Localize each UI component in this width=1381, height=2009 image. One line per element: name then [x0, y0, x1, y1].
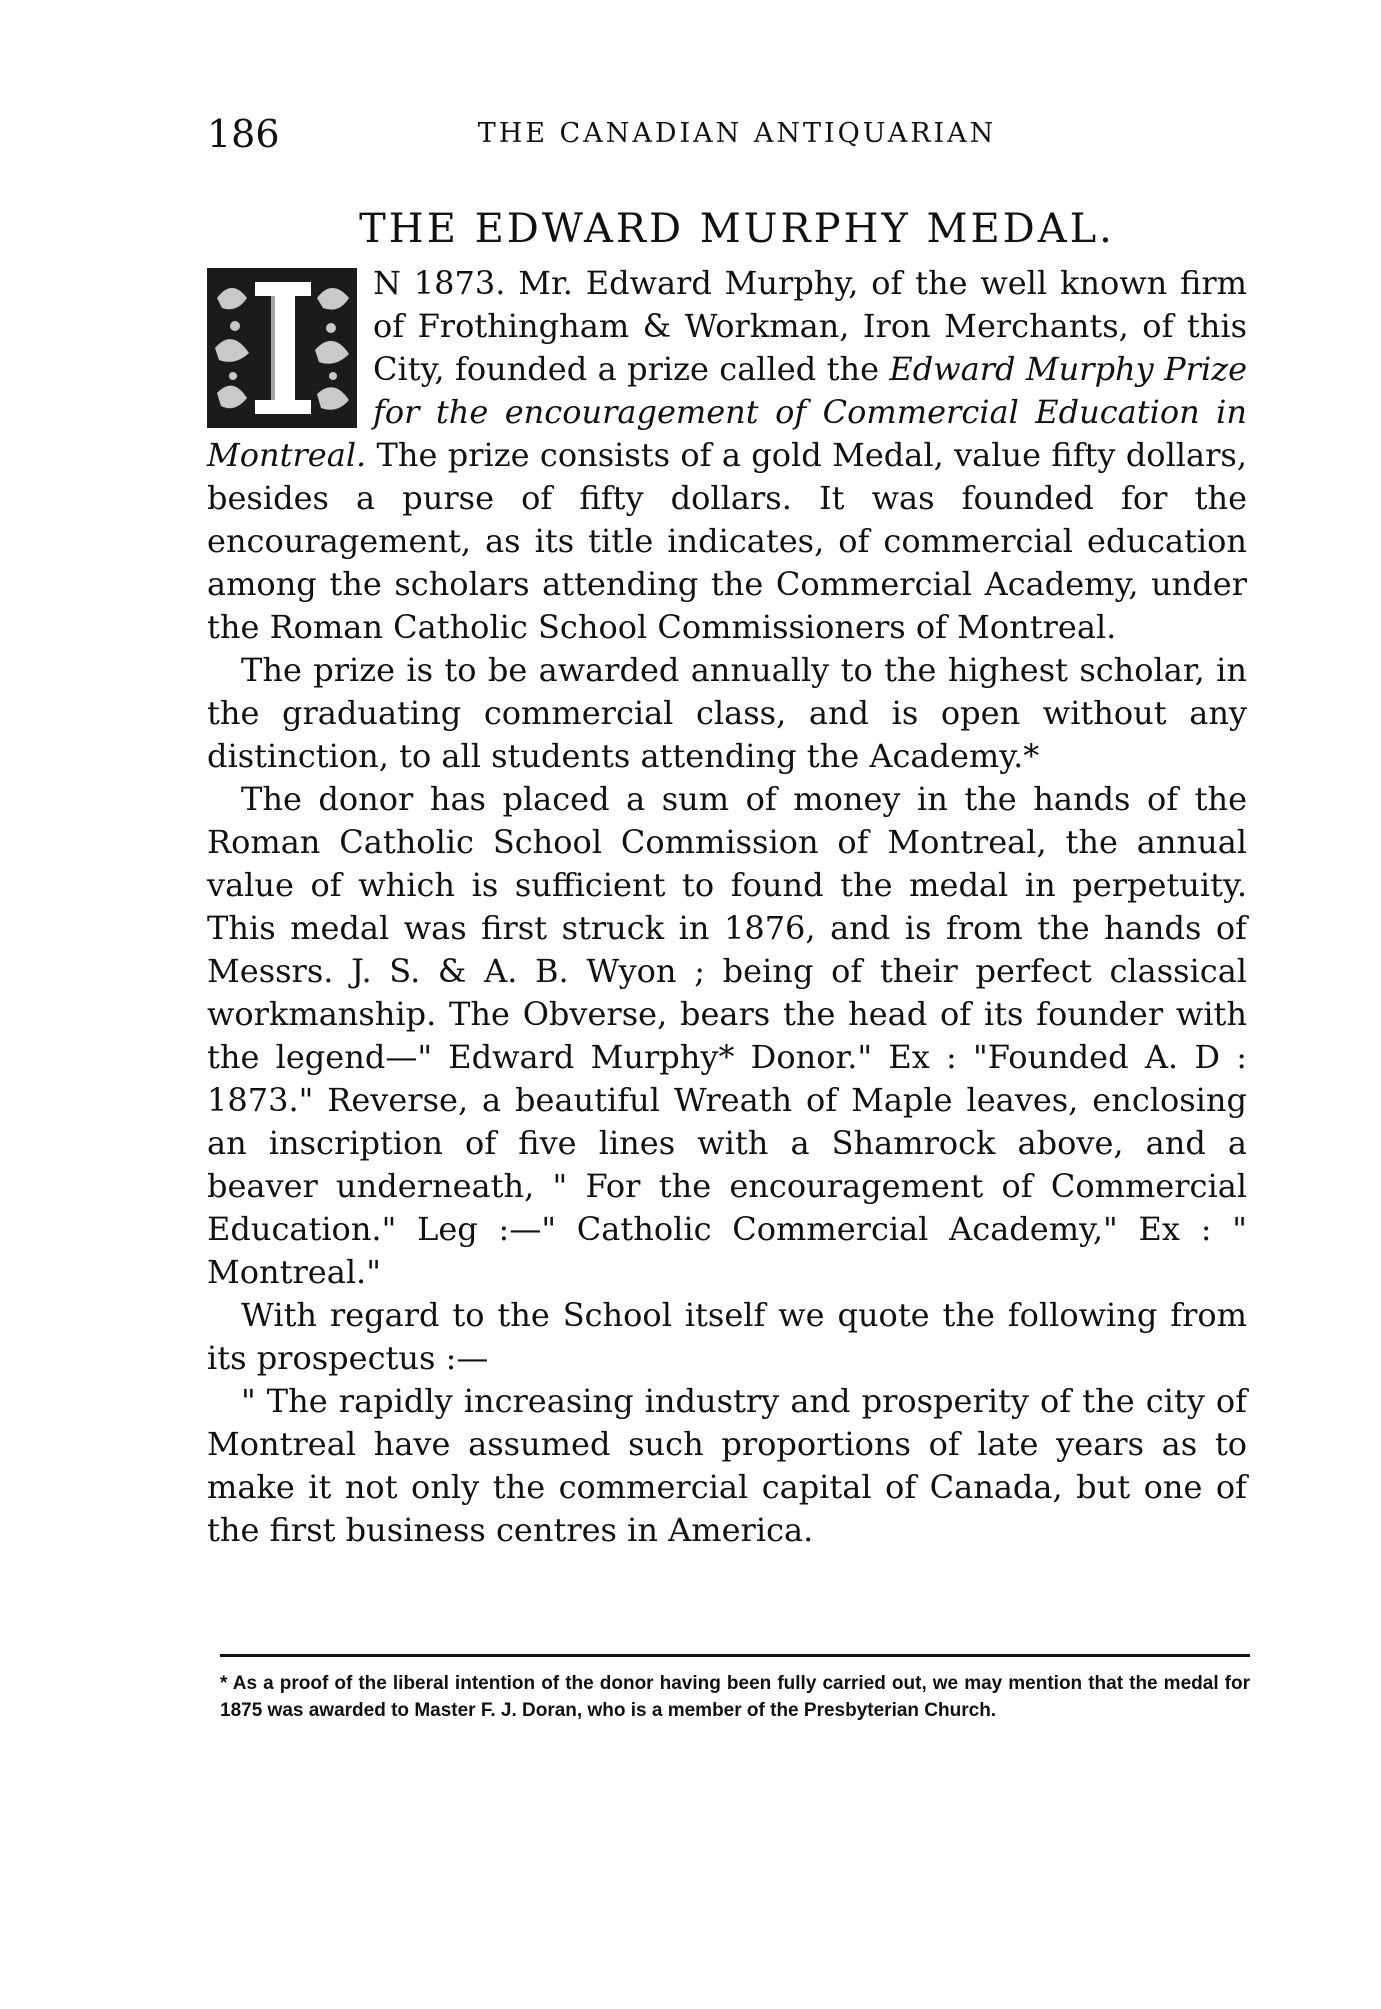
paragraph-4: With regard to the School itself we quote the following from its prospectus :— [207, 1296, 1247, 1377]
article-title: THE EDWARD MURPHY MEDAL. [359, 206, 1115, 252]
running-head: THE CANADIAN ANTIQUARIAN [477, 118, 997, 149]
footnote-divider [220, 1654, 1250, 1657]
page-number: 186 [207, 112, 280, 156]
decorative-initial-i-icon [207, 268, 357, 428]
paragraph-2: The prize is to be awarded annually to the highest scholar, in the graduating commercial class, and is open without any distinction, to all students attending the Academy.* [207, 651, 1247, 775]
page-header [207, 112, 1267, 162]
prize-name: Edward Murphy Prize for the encouragement of Commercial Education in Montreal. [207, 350, 1248, 474]
article-body [207, 262, 1247, 1552]
paragraph-1 [207, 262, 1247, 649]
paragraph-5: " The rapidly increasing industry and prosperity of the city of Montreal have assumed such proportions of late years as to make it not only the commercial capital of Canada, but one of the first business centres in America. [207, 1382, 1247, 1549]
paragraph-1-end: The prize consists of a gold Medal, value fifty dollars, besides a purse of fifty dollars. It was founded for the encouragement, as its title indicates, of commercial education among the scholars attending the Commercial Academy, under the Roman Catholic School Commissioners of Montreal. [207, 436, 1247, 646]
paragraph-1-start: N 1873. Mr. Edward Murphy, of the well known firm of Frothingham & Workman, Iron Merchants, of this City, founded a prize called the [373, 264, 1247, 388]
paragraph-3: The donor has placed a sum of money in the hands of the Roman Catholic School Commission of Montreal, the annual value of which is sufficient to found the medal in perpetuity. This medal was first struck in 1876, and is from the hands of Messrs. J. S. & A. B. Wyon ; being of their perfect classical workmanship. The Obverse, bears the head of its founder with the legend—" Edward Murphy* Donor." Ex : "Founded A. D : 1873." Reverse, a beautiful Wreath of Maple leaves, enclosing an inscription of five lines with a Shamrock above, and a beaver underneath, " For the encouragement of Commercial Education." Leg :—" Catholic Commercial Academy," Ex : " Montreal." [207, 780, 1247, 1291]
footnote: * As a proof of the liberal intention of the donor having been fully carried out, we may mention that the medal for 1875 was awarded to Master F. J. Doran, who is a member of the Presbyterian Church. [220, 1673, 1250, 1721]
